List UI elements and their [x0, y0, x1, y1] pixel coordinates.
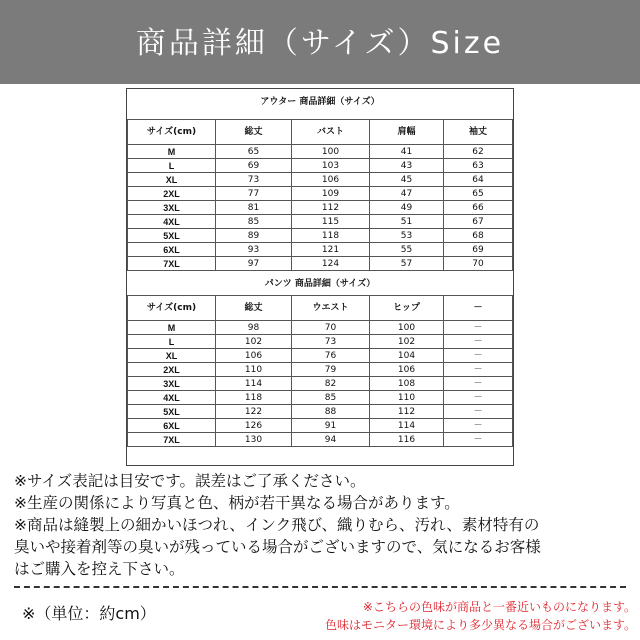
value-cell: 112: [370, 405, 444, 419]
value-cell: 109: [292, 187, 370, 201]
table-row: [128, 243, 513, 257]
value-cell: 85: [216, 215, 292, 229]
size-cell: 7XL: [128, 433, 216, 447]
size-cell: M: [128, 321, 216, 335]
table-row: [128, 229, 513, 243]
value-cell: －: [444, 433, 513, 447]
note-line: はご購入を控え下さい。: [14, 560, 185, 578]
table-row: [128, 201, 513, 215]
size-cell: L: [128, 335, 216, 349]
header-banner: [0, 0, 640, 84]
value-cell: 41: [370, 145, 444, 159]
note-line: ※商品は縫製上の細かいほつれ、インク飛び、織りむら、汚れ、素材特有の: [14, 516, 540, 534]
size-cell: 4XL: [128, 215, 216, 229]
table-row: [128, 159, 513, 173]
table-row: [128, 257, 513, 271]
value-cell: 57: [370, 257, 444, 271]
column-header: サイズ(cm): [128, 296, 216, 321]
value-cell: 47: [370, 187, 444, 201]
table-row: [128, 377, 513, 391]
pants-size-table: [127, 295, 513, 447]
size-cell: 3XL: [128, 201, 216, 215]
table-row: [128, 321, 513, 335]
value-cell: 45: [370, 173, 444, 187]
size-cell: M: [128, 145, 216, 159]
value-cell: 85: [292, 391, 370, 405]
color-note-line: 色味はモニター環境により多少異なる場合がございます。: [324, 618, 636, 632]
value-cell: 110: [216, 363, 292, 377]
value-cell: 53: [370, 229, 444, 243]
size-cell: XL: [128, 173, 216, 187]
value-cell: 108: [370, 377, 444, 391]
table-row: [128, 145, 513, 159]
value-cell: 73: [216, 173, 292, 187]
value-cell: －: [444, 391, 513, 405]
value-cell: 66: [444, 201, 513, 215]
value-cell: －: [444, 405, 513, 419]
color-note-line: ※こちらの色味が商品と一番近いものになります。: [362, 600, 636, 614]
column-header: －: [444, 296, 513, 321]
value-cell: 70: [444, 257, 513, 271]
table-row: [128, 173, 513, 187]
note-line: 臭いや接着剤等の臭いが残っている場合がございますので、気になるお客様: [14, 538, 541, 556]
dashed-divider: [14, 586, 626, 588]
size-cell: 2XL: [128, 187, 216, 201]
value-cell: 100: [370, 321, 444, 335]
outer-table-title: アウター 商品詳細（サイズ）: [260, 97, 380, 107]
value-cell: 114: [216, 377, 292, 391]
value-cell: 116: [370, 433, 444, 447]
table-row: [128, 363, 513, 377]
column-header: バスト: [292, 120, 370, 145]
value-cell: 76: [292, 349, 370, 363]
size-cell: 5XL: [128, 229, 216, 243]
unit-note: ※（単位：約cm）: [22, 604, 156, 623]
value-cell: 79: [292, 363, 370, 377]
value-cell: 118: [216, 391, 292, 405]
table-row: [128, 391, 513, 405]
size-cell: 4XL: [128, 391, 216, 405]
value-cell: 104: [370, 349, 444, 363]
value-cell: 73: [292, 335, 370, 349]
value-cell: 67: [444, 215, 513, 229]
size-cell: L: [128, 159, 216, 173]
value-cell: 102: [370, 335, 444, 349]
value-cell: 65: [444, 187, 513, 201]
value-cell: －: [444, 363, 513, 377]
value-cell: 63: [444, 159, 513, 173]
value-cell: 64: [444, 173, 513, 187]
size-cell: 6XL: [128, 243, 216, 257]
column-header: ヒップ: [370, 296, 444, 321]
value-cell: 100: [292, 145, 370, 159]
value-cell: 69: [216, 159, 292, 173]
page-title: 商品詳細（サイズ）Size: [135, 26, 505, 61]
value-cell: －: [444, 377, 513, 391]
column-header: 総丈: [216, 296, 292, 321]
color-disclaimer: [304, 598, 636, 634]
table-row: [128, 187, 513, 201]
value-cell: 55: [370, 243, 444, 257]
value-cell: 82: [292, 377, 370, 391]
size-cell: 2XL: [128, 363, 216, 377]
table-row: [128, 419, 513, 433]
table-row: [128, 215, 513, 229]
value-cell: 106: [216, 349, 292, 363]
value-cell: 91: [292, 419, 370, 433]
notes-block: [14, 470, 634, 580]
value-cell: 93: [216, 243, 292, 257]
table-header-row: [128, 120, 513, 145]
value-cell: 102: [216, 335, 292, 349]
note-line: ※生産の関係により写真と色、柄が若干異なる場合があります。: [14, 494, 460, 512]
value-cell: 68: [444, 229, 513, 243]
table-row: [128, 405, 513, 419]
value-cell: 121: [292, 243, 370, 257]
value-cell: －: [444, 321, 513, 335]
column-header: ウエスト: [292, 296, 370, 321]
value-cell: 89: [216, 229, 292, 243]
column-header: 袖丈: [444, 120, 513, 145]
value-cell: 65: [216, 145, 292, 159]
value-cell: 122: [216, 405, 292, 419]
value-cell: 49: [370, 201, 444, 215]
table-row: [128, 349, 513, 363]
pants-table-title: パンツ 商品詳細（サイズ）: [264, 279, 376, 289]
value-cell: 103: [292, 159, 370, 173]
note-line: ※サイズ表記は目安です。誤差はご了承ください。: [14, 472, 366, 490]
value-cell: 88: [292, 405, 370, 419]
table-header-row: [128, 296, 513, 321]
size-cell: XL: [128, 349, 216, 363]
size-chart: [126, 88, 514, 466]
value-cell: 62: [444, 145, 513, 159]
value-cell: 115: [292, 215, 370, 229]
value-cell: 43: [370, 159, 444, 173]
outer-size-table: [127, 119, 513, 271]
value-cell: 94: [292, 433, 370, 447]
value-cell: 112: [292, 201, 370, 215]
column-header: 肩幅: [370, 120, 444, 145]
value-cell: －: [444, 349, 513, 363]
value-cell: 110: [370, 391, 444, 405]
table-row: [128, 335, 513, 349]
size-cell: 5XL: [128, 405, 216, 419]
value-cell: 69: [444, 243, 513, 257]
value-cell: 98: [216, 321, 292, 335]
value-cell: 77: [216, 187, 292, 201]
value-cell: 97: [216, 257, 292, 271]
value-cell: 106: [292, 173, 370, 187]
size-cell: 3XL: [128, 377, 216, 391]
column-header: サイズ(cm): [128, 120, 216, 145]
value-cell: 81: [216, 201, 292, 215]
value-cell: －: [444, 419, 513, 433]
value-cell: 51: [370, 215, 444, 229]
value-cell: 118: [292, 229, 370, 243]
value-cell: 126: [216, 419, 292, 433]
value-cell: 106: [370, 363, 444, 377]
size-cell: 7XL: [128, 257, 216, 271]
value-cell: 124: [292, 257, 370, 271]
value-cell: 114: [370, 419, 444, 433]
value-cell: 70: [292, 321, 370, 335]
value-cell: －: [444, 335, 513, 349]
table-row: [128, 433, 513, 447]
size-cell: 6XL: [128, 419, 216, 433]
column-header: 総丈: [216, 120, 292, 145]
value-cell: 130: [216, 433, 292, 447]
